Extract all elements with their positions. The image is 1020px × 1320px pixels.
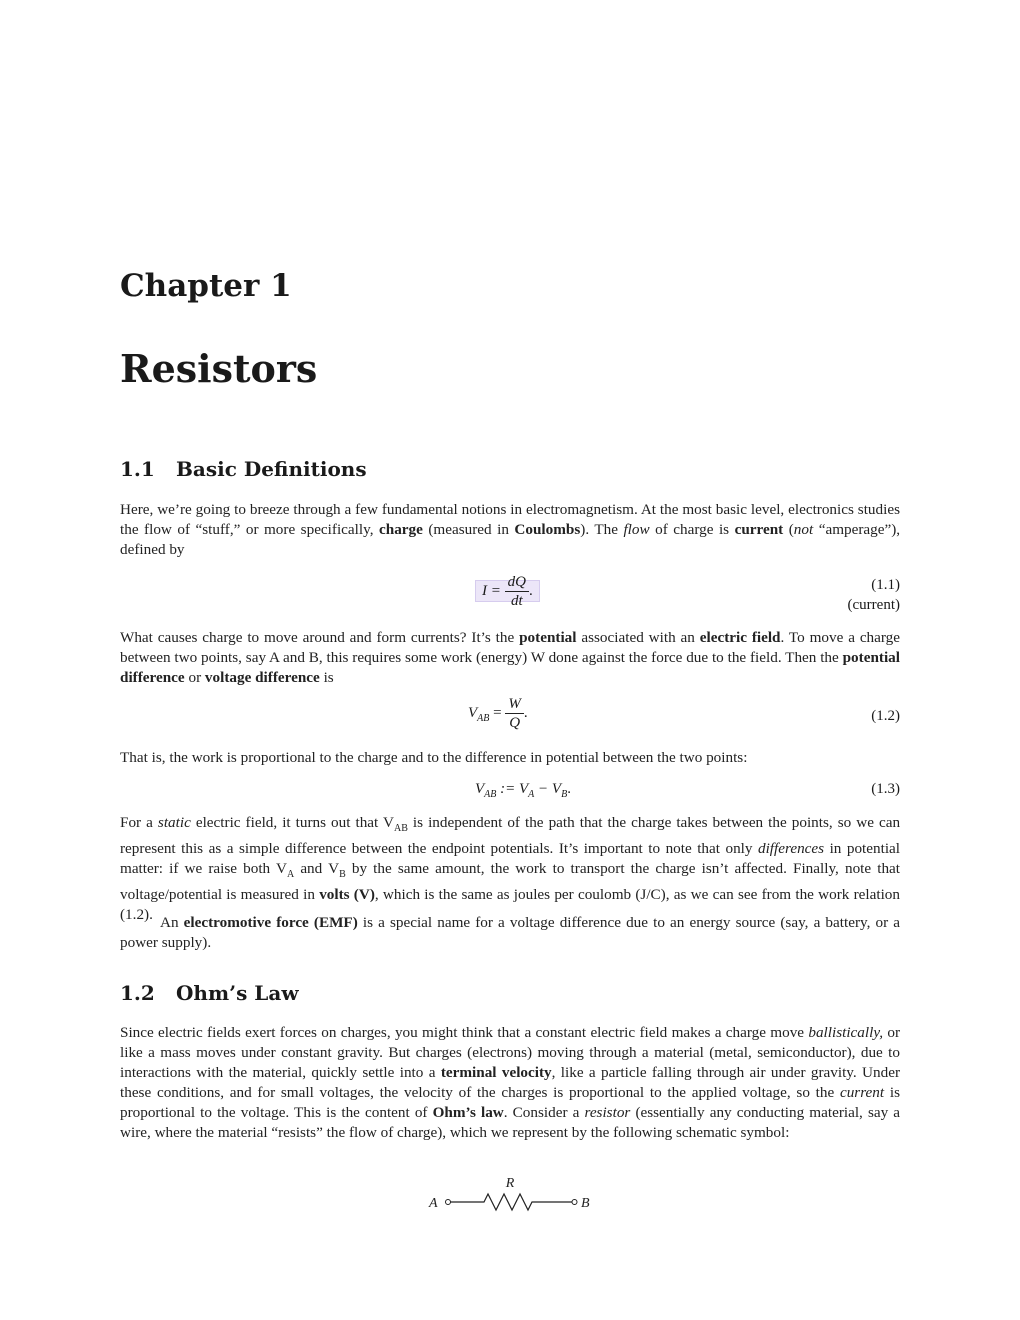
section-title: Basic Definitions [176,457,367,481]
paragraph-static-field: For a static electric field, it turns out that $V_{AB}$ is independent of the path that the charge takes between the points, so we can represent this as a simple difference between the endpoint potentials. It’s important to note that only differences in potential matter: if we raise both $V_A$ and $V_B$ by the same amount, the work to transport the charge isn’t affected. Finally, note that voltage/potential is measured in volts (V), which is the same as joules per coulomb (J/C), as we can see from the work relation (1.2). [120,814,901,924]
resistor-label-a: A [429,1196,438,1211]
resistor-schematic [420,1172,600,1214]
paragraph-work: That is, the work is proportional to the charge and to the difference in potential between the two points: [120,749,748,766]
resistor-label-r: R [505,1176,515,1191]
resistor-label-b: B [581,1196,590,1211]
section-heading-basic-definitions [120,457,367,481]
paragraph-ohms-law: Since electric fields exert forces on charges, you might think that a constant electric field makes a charge move ballistically, or like a mass moves under constant gravity. But charges (electrons) moving through a material (metal, semiconductor), due to interactions with the material, quickly settle into a terminal velocity, like a particle falling through air under gravity. Under these conditions, and for small voltages, the velocity of the charges is proportional to the applied voltage, so the current is proportional to the voltage. This is the content of Ohm’s law. Consider a resistor (essentially any conducting material, say a wire, where the material “resists” the flow of charge), which we represent by the following schematic symbol: [120,1024,901,1141]
equation-tag: (current) [847,597,900,613]
section-title: Ohm’s Law [176,981,299,1005]
paragraph-intro: Here, we’re going to breeze through a few fundamental notions in electromagnetism. At the most basic level, electronics studies the flow of “stuff,” or more specifically, charge (measured in Coulombs). The flow of charge is current (not “amperage”), defined by [120,501,901,558]
equation-highlight: I = $\frac{dQ}{dt}$ . [475,580,540,602]
section-heading-ohms-law [120,981,299,1005]
terminal-a-icon [446,1200,451,1205]
equation-number: (1.2) [871,708,900,724]
resistor-zigzag-icon [451,1194,573,1210]
equation-number: (1.3) [871,781,900,797]
chapter-title: Resistors [120,346,318,391]
equation-number: (1.1) [871,577,900,593]
terminal-b-icon [572,1200,577,1205]
section-number: 1.2 [120,981,155,1005]
chapter-label: Chapter 1 [120,268,292,304]
paragraph-potential: What causes charge to move around and form currents? It’s the potential associated with an electric field. To move a charge between two points, say A and B, this requires some work (energy) W done against the force due to the field. Then the potential difference or voltage difference is [120,629,901,686]
section-number: 1.1 [120,457,155,481]
paragraph-emf: An electromotive force (EMF) is a special name for a voltage difference due to an energy source (say, a battery, or a power supply). [120,914,901,951]
